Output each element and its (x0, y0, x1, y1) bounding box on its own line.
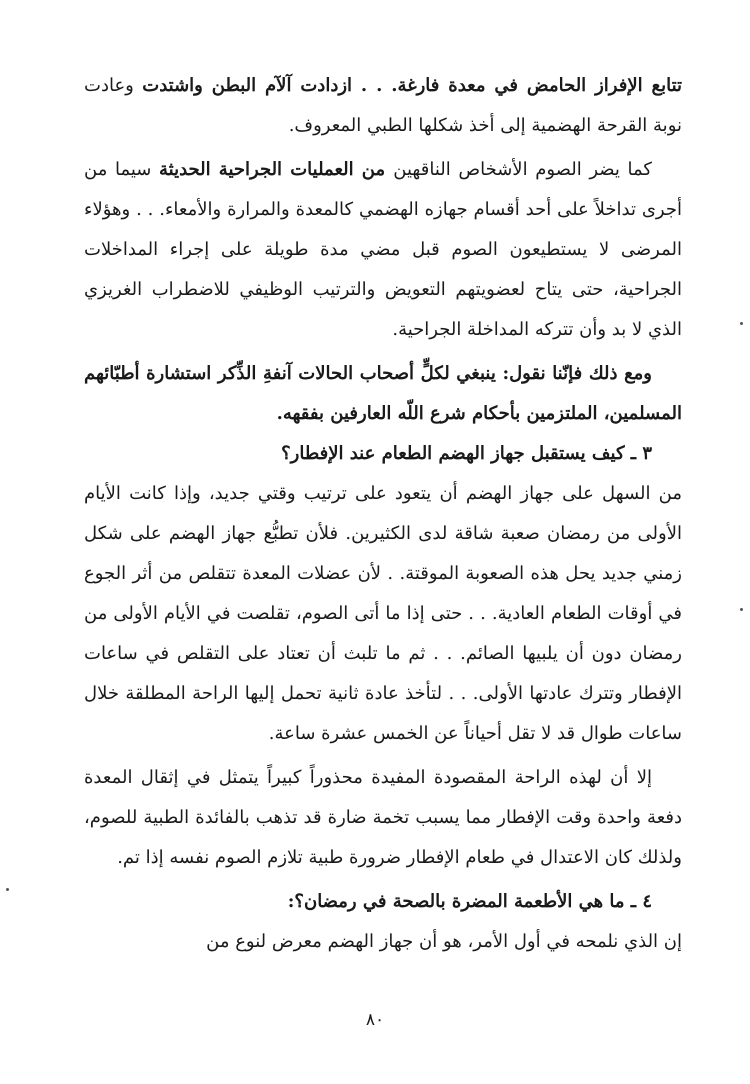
margin-dot (6, 888, 9, 891)
margin-dot (740, 322, 743, 325)
section-heading-3: ٣ ـ كيف يستقبل جهاز الهضم الطعام عند الإفطار؟ (281, 443, 652, 464)
paragraph-2-bold: من العمليات الجراحية الحديثة (159, 159, 394, 180)
paragraph-5: إلا أن لهذه الراحة المقصودة المفيدة محذوراً كبيراً يتمثل في إثقال المعدة دفعة واحدة وقت الإفطار مما يسبب تخمة ضارة قد تذهب بالفائدة الطبية للصوم، ولذلك كان الاعتدال في طعام الإفطار ضرورة طبية تلازم الصوم نفسه إذا تم. (84, 767, 682, 868)
section-heading-4: ٤ ـ ما هي الأطعمة المضرة بالصحة في رمضان؟: (287, 891, 652, 912)
paragraph-1 (84, 66, 682, 146)
page-body (84, 66, 682, 962)
paragraph-2 (84, 150, 682, 350)
paragraph-6: إن الذي نلمحه في أول الأمر، هو أن جهاز الهضم معرض لنوع من (206, 931, 682, 952)
margin-dot (740, 608, 743, 611)
paragraph-1-rest: وعادت نوبة القرحة الهضمية إلى أخذ شكلها الطبي المعروف. (84, 75, 682, 136)
paragraph-3: ومع ذلك فإنّنا نقول: ينبغي لكلٍّ أصحاب الحالات آنفةِ الذِّكر استشارة أطبّائهم المسلمين، الملتزمين بأحكام شرع اللّه العارفين بفقهه. (84, 363, 682, 424)
paragraph-2-rest: سيما من أجرى تداخلاً على أحد أقسام جهازه الهضمي كالمعدة والمرارة والأمعاء. . . وهؤلاء المرضى لا يستطيعون الصوم قبل مضي مدة طويلة على إجراء المداخلات الجراحية، حتى يتاح لعضويتهم التعويض والترتيب الوظيفي للاضطراب الغريزي الذي لا بد وأن تتركه المداخلة الجراحية. (84, 159, 682, 340)
page-number: ٨٠ (365, 1010, 385, 1030)
paragraph-2-lead: كما يضر الصوم الأشخاص الناقهين (393, 159, 652, 180)
paragraph-1-bold: تتابع الإفراز الحامض في معدة فارغة. . . ازدادت آلآم البطن واشتدت (142, 75, 683, 96)
paragraph-4: من السهل على جهاز الهضم أن يتعود على ترتيب وقتي جديد، وإذا كانت الأيام الأولى من رمضان صعبة شاقة لدى الكثيرين. فلأن تطبُّع جهاز الهضم على شكل زمني جديد يحل هذه الصعوبة الموقتة. . لأن عضلات المعدة تتقلص من أثر الجوع في أوقات الطعام العادية. . . حتى إذا ما أتى الصوم، تقلصت في الأيام الأولى من رمضان دون أن يلبيها الصائم. . . ثم ما تلبث أن تعتاد على التقلص في ساعات الإفطار وتترك عادتها الأولى. . . لتأخذ عادة ثانية تحمل إليها الراحة المطلقة خلال ساعات طوال قد لا تقل أحياناً عن الخمس عشرة ساعة. (84, 483, 682, 744)
